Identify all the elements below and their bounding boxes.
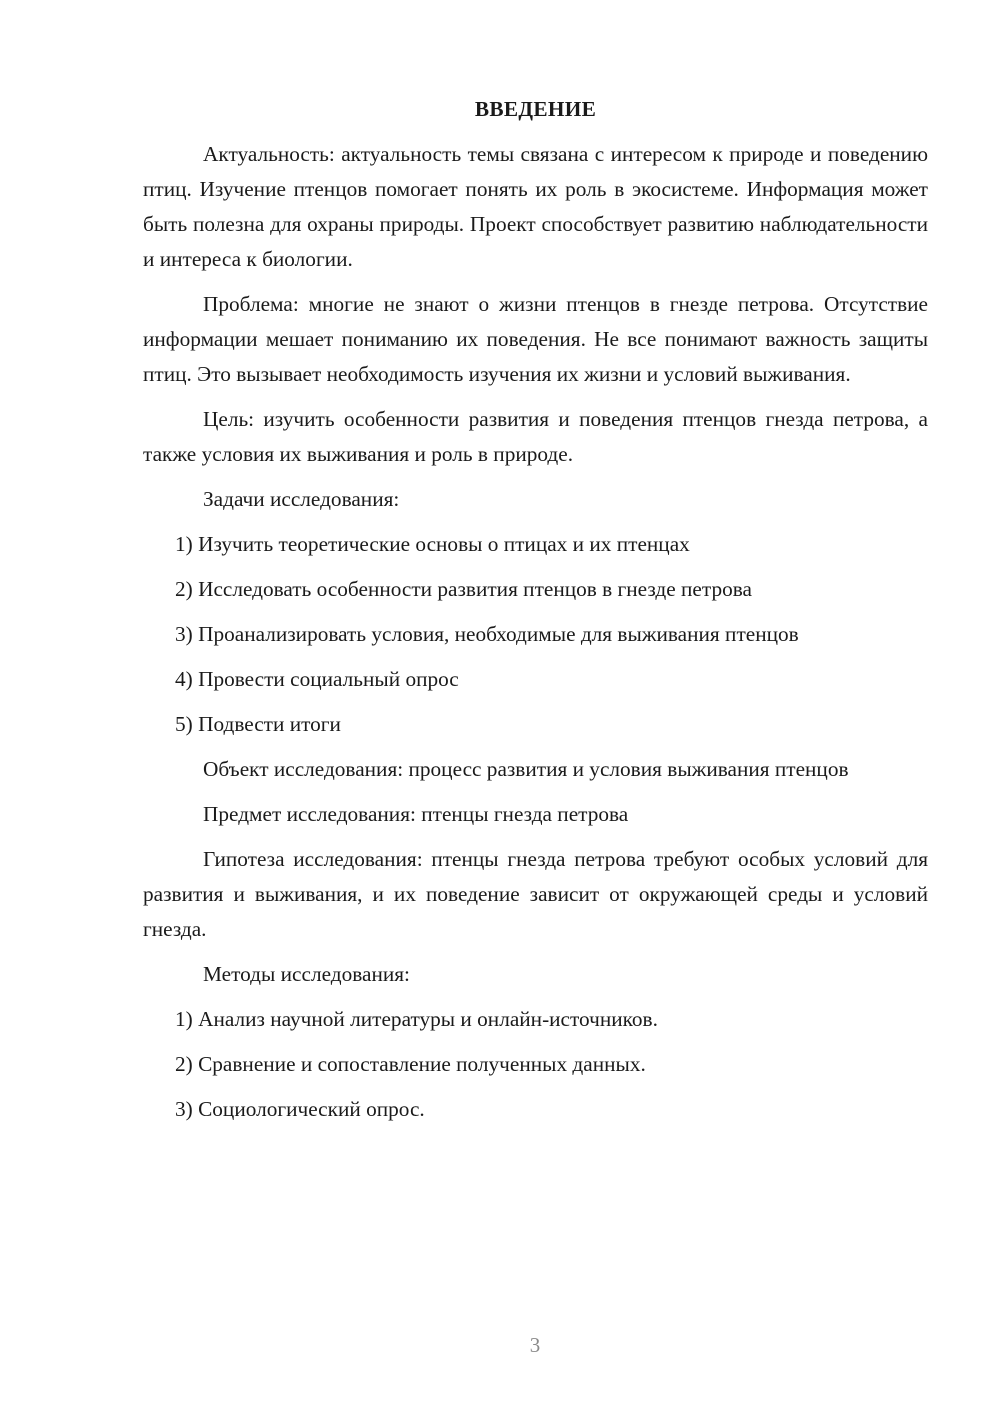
task-item: 1) Изучить теоретические основы о птицах и их птенцах: [175, 532, 690, 556]
task-item: 4) Провести социальный опрос: [175, 667, 459, 691]
relevance-paragraph: Актуальность: актуальность темы связана с интересом к природе и поведению птиц. Изучение птенцов помогает понять их роль в экосистеме. Информация может быть полезна для охраны природы. Проект способствует развитию наблюдательности и интереса к биологии.: [143, 142, 928, 271]
tasks-heading: Задачи исследования:: [203, 487, 400, 511]
method-item: 1) Анализ научной литературы и онлайн-источников.: [175, 1007, 658, 1031]
document-body: [143, 92, 928, 1137]
subject-paragraph: Предмет исследования: птенцы гнезда петрова: [203, 802, 629, 826]
task-item: 5) Подвести итоги: [175, 712, 341, 736]
problem-paragraph: Проблема: многие не знают о жизни птенцов в гнезде петрова. Отсутствие информации мешает пониманию их поведения. Не все понимают важность защиты птиц. Это вызывает необходимость изучения их жизни и условий выживания.: [143, 292, 928, 386]
object-paragraph: Объект исследования: процесс развития и условия выживания птенцов: [203, 757, 849, 781]
goal-paragraph: Цель: изучить особенности развития и поведения птенцов гнезда петрова, а также условия их выживания и роль в природе.: [143, 407, 928, 466]
task-item: 2) Исследовать особенности развития птенцов в гнезде петрова: [175, 577, 752, 601]
task-item: 3) Проанализировать условия, необходимые для выживания птенцов: [175, 622, 799, 646]
page-number: 3: [529, 1333, 541, 1357]
hypothesis-paragraph: Гипотеза исследования: птенцы гнезда петрова требуют особых условий для развития и выживания, и их поведение зависит от окружающей среды и условий гнезда.: [143, 847, 928, 941]
page-title: ВВЕДЕНИЕ: [474, 97, 597, 121]
method-item: 3) Социологический опрос.: [175, 1097, 425, 1121]
methods-heading: Методы исследования:: [203, 962, 410, 986]
method-item: 2) Сравнение и сопоставление полученных данных.: [175, 1052, 646, 1076]
